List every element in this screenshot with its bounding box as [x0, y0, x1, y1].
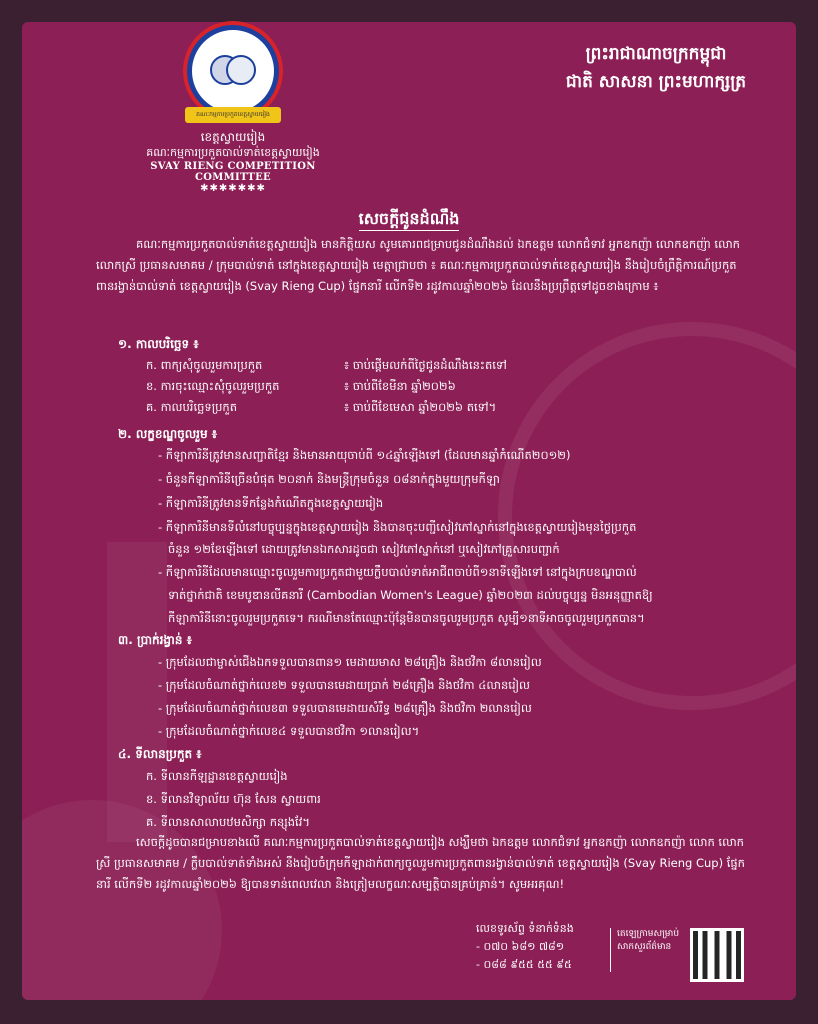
title-text: សេចក្ដីជូនដំណឹង	[359, 209, 460, 231]
date-row-value: ៖ ចាប់ពីខែមីនា ឆ្នាំ២០២៦	[344, 379, 456, 393]
page-title	[0, 208, 818, 232]
faces-icon	[203, 46, 263, 96]
org-header	[118, 25, 348, 194]
kingdom-motto	[546, 40, 766, 96]
date-row-value: ៖ ចាប់ពីខែមេសា ឆ្នាំ២០២៦ តទៅ។	[344, 400, 497, 414]
logo-ribbon: គណៈកម្មការប្រកួតខេត្តស្វាយរៀង	[185, 107, 281, 123]
qr-pattern	[693, 931, 741, 979]
football-watermark	[498, 322, 796, 710]
condition-item: ទាត់ថ្នាក់ជាតិ ខេមបូឌានលីគនារី (Cambodian Women's League) ឆ្នាំ២០២៣ ដល់បច្ចុប្បន្ន មិនអនុញ្ញាតឱ្យ	[168, 588, 653, 602]
venue-item: ខ. ទីលានវិទ្យាល័យ ហ៊ុន សែន ស្វាយពារ	[146, 792, 321, 806]
qr-caption: តេឡេក្រាមសម្រាប់សាកសួរព័ត៌មាន	[610, 928, 693, 972]
section-heading-prizes: ៣. ប្រាក់រង្វាន់ ៖	[118, 633, 192, 647]
prize-item: - ក្រុមដែលចំណាត់ថ្នាក់លេខ៤ ទទួលបានថវិកា ១លានរៀល។	[158, 724, 420, 738]
phone-label: លេខទូរស័ព្ទ ទំនាក់ទំនង	[476, 922, 574, 935]
date-row-label: គ. កាលបរិច្ឆេទប្រកួត	[146, 400, 238, 414]
prize-item: - ក្រុមដែលចំណាត់ថ្នាក់លេខ៣ ទទួលបានមេដាយសំរឹទ្ធ ២៨គ្រឿង និងថវិកា ២លានរៀល	[158, 701, 532, 715]
condition-item: - ចំនួនកីឡាការិនីច្រើនបំផុត ២០នាក់ និងមន្ត្រីក្រុមចំនួន ០៨នាក់ក្នុងមួយក្រុមកីឡា	[158, 472, 500, 486]
venue-item: ក. ទីលានកីឡដ្ឋានខេត្តស្វាយរៀង	[146, 769, 288, 783]
prize-item: - ក្រុមដែលចំណាត់ថ្នាក់លេខ២ ទទួលបានមេដាយប្រាក់ ២៨គ្រឿង និងថវិកា ៤លានរៀល	[158, 678, 530, 692]
condition-item: ចំនួន ១២ខែឡើងទៅ ដោយត្រូវមានឯកសារដូចជា សៀវភៅស្នាក់នៅ ឬសៀវភៅគ្រួសារបញ្ជាក់	[168, 542, 560, 556]
province-name: ខេត្តស្វាយរៀង	[200, 130, 266, 144]
date-row-value: ៖ ចាប់ផ្ដើមលក់ពីថ្ងៃជូនដំណឹងនេះតទៅ	[344, 358, 507, 372]
kingdom-line2: ជាតិ សាសនា ព្រះមហាក្សត្រ	[565, 72, 747, 92]
section-heading-dates: ១. កាលបរិច្ឆេទ ៖	[118, 337, 199, 351]
condition-item: កីឡាការិនីនោះចូលរួមប្រកួតទេ។ ករណីមានតែឈ្មោះប៉ុន្តែមិនបានចូលរួមប្រកួត សូម្បី១នាទីអាចចូលរួមប្រកួតបាន។	[168, 611, 645, 625]
prize-item: - ក្រុមដែលជាម្ចាស់ជើងឯកទទួលបានពាន១ មេដាយមាស ២៨គ្រឿង និងថវិកា ៨លានរៀល	[158, 655, 542, 669]
section-heading-venues: ៤. ទីលានប្រកួត ៖	[118, 747, 202, 761]
phone-number[interactable]: - ០៧០ ៦៨១ ៧៨១	[476, 940, 565, 953]
org-name-kh: គណៈកម្មការប្រកួតបាល់ទាត់ខេត្តស្វាយរៀង	[146, 146, 320, 159]
intro-paragraph: គណៈកម្មការប្រកួតបាល់ទាត់ខេត្តស្វាយរៀង មានកិត្តិយស សូមគោរពជម្រាបជូនដំណឹងដល់ ឯកឧត្តម លោកជំទាវ អ្នកឧកញ៉ា លោកឧកញ៉ា លោក លោកស្រី ប្រធានសមាគម / ក្រុមបាល់ទាត់ នៅក្នុងខេត្តស្វាយរៀង មេត្តាជ្រាបថា ៖ គណៈកម្មការប្រកួតបាល់ទាត់ខេត្តស្វាយរៀង នឹងរៀបចំព្រឹត្តិការណ៍ប្រកួត ពានរង្វាន់បាល់ទាត់ ខេត្តស្វាយរៀង (Svay Rieng Cup) ផ្នែកនារី លើកទី២ រដូវកាលឆ្នាំ២០២៦ ដែលនឹងប្រព្រឹត្តទៅដូចខាងក្រោម ៖	[96, 237, 740, 293]
contact-block	[476, 920, 574, 974]
telegram-qr-code[interactable]	[690, 928, 744, 982]
kingdom-line1: ព្រះរាជាណាចក្រកម្ពុជា	[585, 44, 727, 64]
committee-logo	[187, 25, 279, 117]
section-heading-conditions: ២. លក្ខខណ្ឌចូលរួម ៖	[118, 427, 218, 441]
date-row-label: ក. ពាក្យសុំចូលរួមការប្រកួត	[146, 358, 263, 372]
condition-item: - កីឡាការិនីមានទីលំនៅបច្ចុប្បន្នក្នុងខេត្តស្វាយរៀង និងបានចុះបញ្ជីសៀវភៅស្នាក់នៅក្នុងខេត្តស្វាយរៀងមុនថ្ងៃប្រកួត	[158, 520, 637, 534]
condition-item: - កីឡាការិនីត្រូវមានសញ្ជាតិខ្មែរ និងមានអាយុចាប់ពី ១៤ឆ្នាំឡើងទៅ (ដែលមានឆ្នាំកំណើត២០១២)	[158, 448, 571, 462]
venue-item: គ. ទីលានសាលាបឋមសិក្សា កន្សុងវែ។	[146, 815, 310, 829]
stars-divider: ✱✱✱✱✱✱✱	[200, 183, 266, 194]
closing-paragraph: សេចក្ដីដូចបានជម្រាបខាងលើ គណៈកម្មការប្រកួតបាល់ទាត់ខេត្តស្វាយរៀង សង្ឃឹមថា ឯកឧត្តម លោកជំទាវ អ្នកឧកញ៉ា លោកឧកញ៉ា លោក លោកស្រី ប្រធានសមាគម / ក្លឹបបាល់ទាត់ទាំងអស់ នឹងរៀបចំក្រុមកីឡាដាក់ពាក្យចូលរួមការប្រកួតពានរង្វាន់បាល់ទាត់ ខេត្តស្វាយរៀង (Svay Rieng Cup) ផ្នែកនារី លើកទី២ រដូវកាលឆ្នាំ២០២៦ ឱ្យបានទាន់ពេលវេលា និងត្រៀមលក្ខណៈសម្បត្តិបានគ្រប់គ្រាន់។ សូមអរគុណ!	[96, 835, 745, 891]
phone-number[interactable]: - ០៨៨ ៩៥៥ ៥៥ ៩៥	[476, 958, 572, 971]
condition-item: - កីឡាការិនីត្រូវមានទីកន្លែងកំណើតក្នុងខេត្តស្វាយរៀង	[158, 496, 384, 510]
condition-item: - កីឡាការិនីដែលមានឈ្មោះចូលរួមការប្រកួតជាមួយក្លឹបបាល់ទាត់អាជីពចាប់ពី១នាទីឡើងទៅ នៅក្នុងក្របខណ្ឌបាល់	[158, 565, 637, 579]
date-row-label: ខ. ការចុះឈ្មោះសុំចូលរួមប្រកួត	[146, 379, 280, 393]
org-name-en: SVAY RIENG COMPETITION COMMITTEE	[150, 161, 316, 183]
